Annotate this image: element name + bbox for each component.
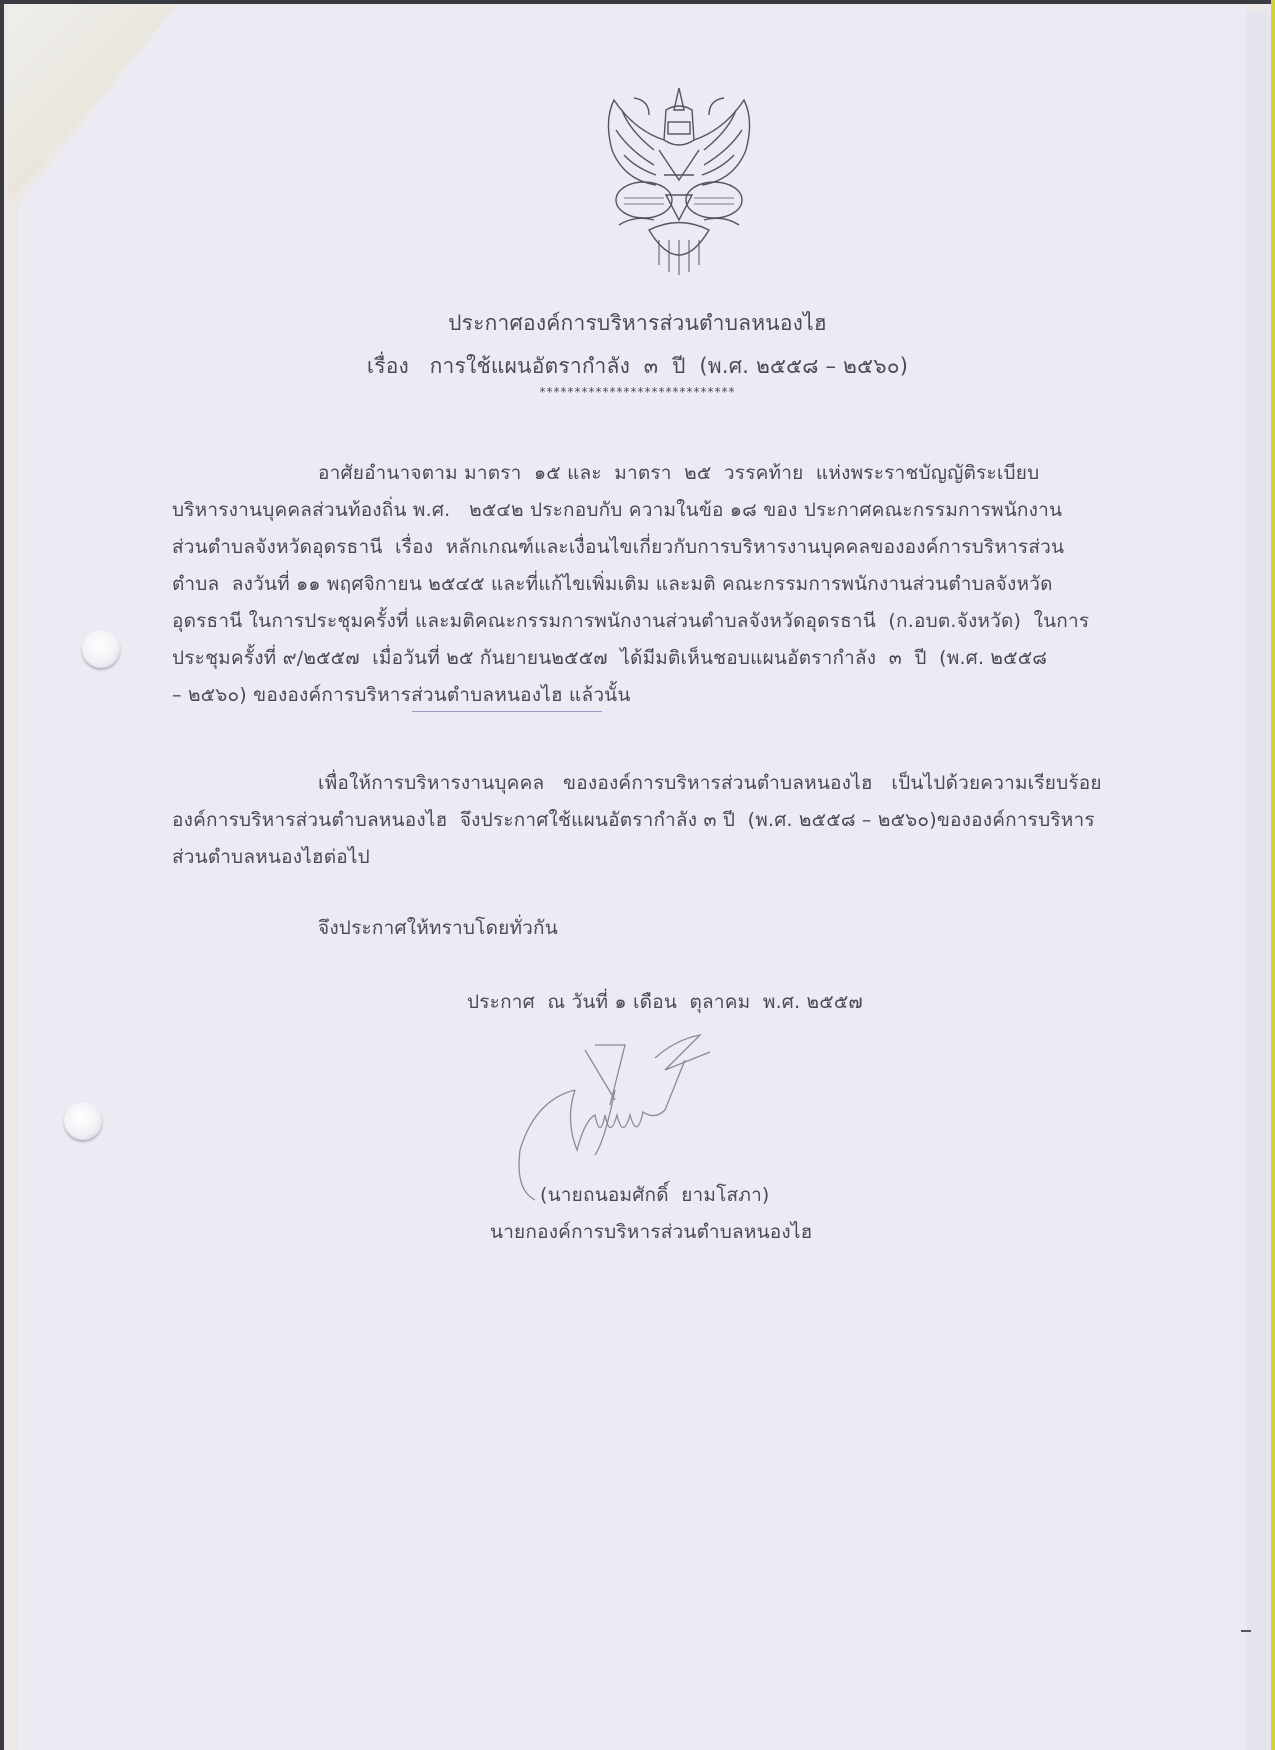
announcement-date: ประกาศ ณ วันที่ ๑ เดือน ตุลาคม พ.ศ. ๒๕๕๗ <box>467 991 863 1013</box>
paragraph-1-line: – ๒๕๖๐) ขององค์การบริหารส่วนตำบลหนองไฮ แล้วนั้น <box>172 684 631 706</box>
page-mark <box>1241 1630 1251 1632</box>
signer-name: (นายถนอมศักดิ์ ยามโสภา) <box>540 1184 770 1206</box>
paragraph-2-line: เพื่อให้การบริหารงานบุคคล ขององค์การบริหารส่วนตำบลหนองไฮ เป็นไปด้วยความเรียบร้อย <box>318 772 1102 794</box>
title-separator: **************************** <box>539 385 736 399</box>
scanner-edge <box>1271 0 1275 1750</box>
paragraph-1-line: ประชุมครั้งที่ ๙/๒๕๕๗ เมื่อวันที่ ๒๕ กันยายน๒๕๕๗ ได้มีมติเห็นชอบแผนอัตรากำลัง ๓ ปี (พ.ศ. ๒๕๕๘ <box>172 647 1048 669</box>
garuda-emblem-icon <box>594 80 764 280</box>
paragraph-1-line: ส่วนตำบลจังหวัดอุดรธานี เรื่อง หลักเกณฑ์และเงื่อนไขเกี่ยวกับการบริหารงานบุคคลขององค์การบริหารส่วน <box>172 536 1065 558</box>
paragraph-1-line: อาศัยอำนาจตาม มาตรา ๑๕ และ มาตรา ๒๕ วรรคท้าย แห่งพระราชบัญญัติระเบียบ <box>318 462 1040 484</box>
paragraph-1-line: บริหารงานบุคคลส่วนท้องถิ่น พ.ศ. ๒๕๔๒ ประกอบกับ ความในข้อ ๑๘ ของ ประกาศคณะกรรมการพนักงาน <box>172 499 1063 521</box>
announcement-title: ประกาศองค์การบริหารส่วนตำบลหนองไฮ <box>448 311 827 335</box>
paragraph-1-line: ตำบล ลงวันที่ ๑๑ พฤศจิกายน ๒๕๔๕ และที่แก้ไขเพิ่มเติม และมติ คณะกรรมการพนักงานส่วนตำบลจังหวัด <box>172 573 1053 595</box>
pen-underline <box>412 711 602 712</box>
punch-hole-icon <box>64 1102 102 1140</box>
closing-statement: จึงประกาศให้ทราบโดยทั่วกัน <box>318 917 558 939</box>
paragraph-1-line: อุดรธานี ในการประชุมครั้งที่ และมติคณะกรรมการพนักงานส่วนตำบลจังหวัดอุดรธานี (ก.อบต.จังหวัด) ในการ <box>172 610 1090 632</box>
announcement-subject: เรื่อง การใช้แผนอัตรากำลัง ๓ ปี (พ.ศ. ๒๕๕๘ – ๒๕๖๐) <box>366 354 909 378</box>
signer-title: นายกองค์การบริหารส่วนตำบลหนองไฮ <box>490 1221 813 1243</box>
punch-hole-icon <box>82 630 120 668</box>
paragraph-2-line: ส่วนตำบลหนองไฮต่อไป <box>172 846 370 868</box>
paragraph-2-line: องค์การบริหารส่วนตำบลหนองไฮ จึงประกาศใช้แผนอัตรากำลัง ๓ ปี (พ.ศ. ๒๕๕๘ – ๒๕๖๐)ขององค์การบริหาร <box>172 809 1095 831</box>
